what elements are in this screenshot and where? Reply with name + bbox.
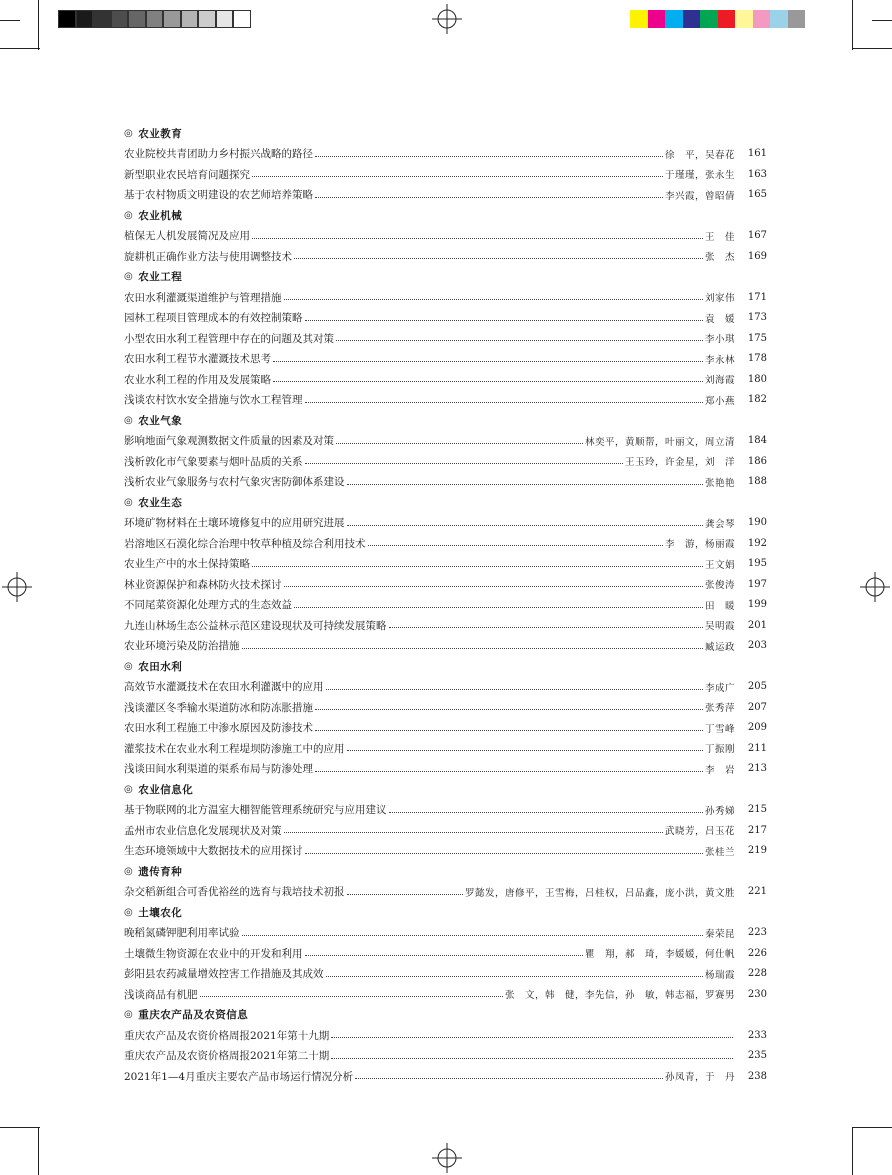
article-title: 园林工程项目管理成本的有效控制策略 (124, 312, 303, 325)
page-number: 165 (747, 189, 767, 201)
article-title: 九连山林场生态公益林示范区建设现状及可持续发展策略 (124, 619, 387, 632)
toc-entry[interactable] (124, 513, 767, 534)
article-authors: 李成广 (704, 682, 735, 694)
toc-entry[interactable] (124, 882, 767, 903)
toc-entry[interactable] (124, 964, 767, 985)
section-title: 农业工程 (138, 271, 183, 284)
color-swatch (630, 10, 648, 28)
color-calibration-bar (630, 10, 805, 28)
toc-entry[interactable] (124, 677, 767, 698)
section-bullet-icon: ◎ (124, 783, 134, 795)
dot-leader (252, 175, 663, 177)
section-heading (124, 410, 767, 431)
page-number: 215 (747, 804, 767, 816)
page-number: 190 (747, 517, 767, 529)
dot-leader (305, 401, 703, 403)
toc-entry[interactable] (124, 390, 767, 411)
crop-mark (852, 1127, 853, 1175)
section-title: 农业生态 (138, 496, 183, 509)
page-number: 213 (747, 763, 767, 775)
section-heading (124, 123, 767, 144)
dot-leader (273, 380, 703, 382)
article-title: 不同尾菜资源化处理方式的生态效益 (124, 599, 292, 612)
page-number: 203 (747, 640, 767, 652)
section-bullet-icon: ◎ (124, 414, 134, 426)
section-heading (124, 779, 767, 800)
grayscale-calibration-bar (58, 10, 251, 28)
color-swatch (753, 10, 771, 28)
article-authors: 武晓芳，吕玉花 (664, 826, 735, 838)
crop-mark (0, 20, 20, 21)
article-authors: 刘家伟 (704, 293, 735, 305)
page-number: 221 (747, 886, 767, 898)
article-authors: 李永林 (704, 354, 735, 366)
toc-entry[interactable] (124, 533, 767, 554)
dot-leader (326, 975, 703, 977)
page-number: 205 (747, 681, 767, 693)
dot-leader (336, 339, 703, 341)
page-number: 186 (747, 455, 767, 467)
article-authors: 龚会琴 (704, 518, 735, 530)
section-title: 重庆农产品及农资信息 (138, 1009, 249, 1022)
article-title: 孟州市农业信息化发展现状及对策 (124, 824, 282, 837)
dot-leader (355, 1077, 663, 1079)
color-swatch (216, 10, 234, 28)
section-bullet-icon: ◎ (124, 127, 134, 139)
dot-leader (284, 831, 663, 833)
registration-mark-icon (432, 1143, 462, 1173)
toc-entry[interactable] (124, 246, 767, 267)
color-swatch (735, 10, 753, 28)
article-title: 农田水利工程节水灌溉技术思考 (124, 353, 271, 366)
article-title: 重庆农产品及农资价格周报2021年第二十期 (124, 1050, 330, 1063)
article-title: 环境矿物材料在土壤环境修复中的应用研究进展 (124, 517, 345, 530)
toc-entry[interactable] (124, 287, 767, 308)
article-title: 浅谈灌区冬季输水渠道防冰和防冻胀措施 (124, 701, 313, 714)
page-number: 195 (747, 558, 767, 570)
section-title: 农田水利 (138, 660, 183, 673)
dot-leader (347, 749, 703, 751)
section-bullet-icon: ◎ (124, 865, 134, 877)
article-title: 旋耕机正确作业方法与使用调整技术 (124, 250, 292, 263)
page-number: 175 (747, 332, 767, 344)
dot-leader (336, 442, 583, 444)
section-title: 农业教育 (138, 127, 183, 140)
dot-leader (294, 606, 703, 608)
dot-leader (242, 647, 703, 649)
article-title: 影响地面气象观测数据文件质量的因素及对策 (124, 435, 334, 448)
article-title: 林业资源保护和森林防火技术探讨 (124, 578, 282, 591)
toc-entry[interactable] (124, 595, 767, 616)
article-title: 晚稻氮磷钾肥利用率试验 (124, 927, 240, 940)
dot-leader (305, 462, 623, 464)
toc-entry[interactable] (124, 738, 767, 759)
color-swatch (111, 10, 129, 28)
article-authors: 丁振刚 (704, 744, 735, 756)
dot-leader (347, 893, 463, 895)
article-title: 农业院校共青团助力乡村振兴战略的路径 (124, 148, 313, 161)
crop-mark (0, 48, 40, 49)
article-title: 基于物联网的北方温室大棚智能管理系统研究与应用建议 (124, 804, 387, 817)
page-number: 192 (747, 537, 767, 549)
article-title: 基于农村物质文明建设的农艺师培养策略 (124, 189, 313, 202)
page-number: 197 (747, 578, 767, 590)
article-authors: 于瑾瑾，张永生 (664, 170, 735, 182)
color-swatch (788, 10, 806, 28)
toc-entry[interactable] (124, 820, 767, 841)
page-number: 167 (747, 230, 767, 242)
section-heading (124, 492, 767, 513)
article-authors: 张秀萍 (704, 703, 735, 715)
page-number: 211 (747, 742, 767, 754)
dot-leader (315, 196, 663, 198)
page-number: 207 (747, 701, 767, 713)
toc-entry[interactable] (124, 328, 767, 349)
section-heading (124, 902, 767, 923)
article-title: 土壤微生物资源在农业中的开发和利用 (124, 947, 303, 960)
page-number: 163 (747, 168, 767, 180)
article-title: 浅析敦化市气象要素与烟叶品质的关系 (124, 455, 303, 468)
article-title: 杂交稻新组合可香优裕丝的选育与栽培技术初报 (124, 886, 345, 899)
page-number: 169 (747, 250, 767, 262)
article-authors: 丁雪峰 (704, 723, 735, 735)
article-title: 岩溶地区石漠化综合治理中牧草种植及综合利用技术 (124, 537, 366, 550)
article-authors: 张俊涛 (704, 580, 735, 592)
page-number: 182 (747, 394, 767, 406)
page-number: 238 (747, 1070, 767, 1082)
page-number: 235 (747, 1050, 767, 1062)
section-title: 农业信息化 (138, 783, 194, 796)
dot-leader (347, 483, 703, 485)
color-swatch (648, 10, 666, 28)
registration-mark-icon (860, 572, 890, 602)
toc-entry[interactable] (124, 369, 767, 390)
page-number: 233 (747, 1029, 767, 1041)
article-authors: 田 暖 (704, 600, 735, 612)
color-swatch (233, 10, 251, 28)
dot-leader (252, 237, 703, 239)
toc-entry[interactable] (124, 144, 767, 165)
toc-entry[interactable] (124, 800, 767, 821)
toc-entry[interactable] (124, 636, 767, 657)
crop-mark (852, 48, 892, 49)
section-heading (124, 1005, 767, 1026)
section-bullet-icon: ◎ (124, 209, 134, 221)
crop-mark (0, 1127, 40, 1128)
article-authors: 李 游，杨丽霞 (664, 539, 735, 551)
color-swatch (198, 10, 216, 28)
toc-entry[interactable] (124, 718, 767, 739)
dot-leader (200, 995, 503, 997)
color-swatch (76, 10, 94, 28)
article-authors: 张桂兰 (704, 846, 735, 858)
dot-leader (305, 852, 703, 854)
toc-entry[interactable] (124, 1025, 767, 1046)
article-title: 农业生产中的水土保持策略 (124, 558, 250, 571)
dot-leader (252, 565, 703, 567)
dot-leader (368, 544, 663, 546)
toc-entry[interactable] (124, 554, 767, 575)
article-title: 浅谈田间水利渠道的渠系布局与防渗处理 (124, 763, 313, 776)
toc-entry[interactable] (124, 1046, 767, 1067)
article-authors: 孙凤青，于 丹 (664, 1072, 735, 1084)
page-number: 178 (747, 353, 767, 365)
dot-leader (331, 1057, 733, 1059)
crop-mark (38, 20, 39, 50)
toc-entry[interactable] (124, 349, 767, 370)
toc-entry[interactable] (124, 226, 767, 247)
color-swatch (181, 10, 199, 28)
page-number: 223 (747, 927, 767, 939)
article-authors: 林奕平，黄顺帮，叶丽文，周立清 (584, 436, 735, 448)
crop-mark (872, 20, 892, 21)
article-authors: 袁 媛 (704, 313, 735, 325)
dot-leader (284, 585, 703, 587)
page-number: 171 (747, 291, 767, 303)
dot-leader (389, 626, 703, 628)
article-title: 农田水利灌溉渠道维护与管理措施 (124, 291, 282, 304)
section-title: 农业机械 (138, 209, 183, 222)
crop-mark (38, 0, 39, 22)
toc-entry[interactable] (124, 841, 767, 862)
article-authors: 徐 平，吴春花 (664, 149, 735, 161)
registration-mark-icon (432, 4, 462, 34)
dot-leader (242, 934, 703, 936)
page-number: 209 (747, 722, 767, 734)
article-authors: 李兴霞，曾昭倩 (664, 190, 735, 202)
article-authors: 臧运政 (704, 641, 735, 653)
dot-leader (326, 688, 703, 690)
article-authors: 瞿 翔，郝 琦，李媛媛，何仕帆 (584, 949, 735, 961)
page-number: 226 (747, 947, 767, 959)
dot-leader (389, 811, 703, 813)
article-authors: 李 岩 (704, 764, 735, 776)
article-authors: 王玉玲，许金星，刘 洋 (624, 457, 735, 469)
crop-mark (852, 1127, 892, 1128)
toc-entry[interactable] (124, 759, 767, 780)
toc-entry[interactable] (124, 164, 767, 185)
section-heading (124, 267, 767, 288)
toc-entry[interactable] (124, 984, 767, 1005)
dot-leader (294, 257, 703, 259)
color-swatch (770, 10, 788, 28)
toc-entry[interactable] (124, 185, 767, 206)
article-authors: 王文娟 (704, 559, 735, 571)
article-authors: 王 佳 (704, 231, 735, 243)
color-swatch (93, 10, 111, 28)
article-authors: 刘海霞 (704, 375, 735, 387)
toc-entry[interactable] (124, 472, 767, 493)
article-authors: 郑小燕 (704, 395, 735, 407)
section-title: 农业气象 (138, 414, 183, 427)
section-title: 遗传育种 (138, 865, 183, 878)
toc-entry[interactable] (124, 943, 767, 964)
color-swatch (128, 10, 146, 28)
article-title: 2021年1—4月重庆主要农产品市场运行情况分析 (124, 1070, 354, 1083)
color-swatch (146, 10, 164, 28)
article-title: 重庆农产品及农资价格周报2021年第十九期 (124, 1029, 330, 1042)
dot-leader (305, 319, 703, 321)
article-title: 小型农田水利工程管理中存在的问题及其对策 (124, 332, 334, 345)
article-title: 浅谈农村饮水安全措施与饮水工程管理 (124, 394, 303, 407)
article-title: 浅谈商品有机肥 (124, 988, 198, 1001)
page-number: 219 (747, 845, 767, 857)
article-authors: 张 杰 (704, 252, 735, 264)
toc-entry[interactable] (124, 923, 767, 944)
article-title: 生态环境领域中大数据技术的应用探讨 (124, 845, 303, 858)
color-swatch (700, 10, 718, 28)
section-bullet-icon: ◎ (124, 660, 134, 672)
section-bullet-icon: ◎ (124, 906, 134, 918)
color-swatch (58, 10, 76, 28)
article-authors: 李小琪 (704, 334, 735, 346)
article-title: 农田水利工程施工中渗水原因及防渗技术 (124, 722, 313, 735)
article-title: 浅析农业气象服务与农村气象灾害防御体系建设 (124, 476, 345, 489)
color-swatch (718, 10, 736, 28)
section-bullet-icon: ◎ (124, 496, 134, 508)
page-number: 228 (747, 968, 767, 980)
article-title: 新型职业农民培育问题探究 (124, 168, 250, 181)
page-number: 184 (747, 435, 767, 447)
dot-leader (331, 1036, 733, 1038)
section-heading (124, 861, 767, 882)
article-authors: 张艳艳 (704, 477, 735, 489)
article-authors: 秦荣昆 (704, 928, 735, 940)
toc-entry[interactable] (124, 451, 767, 472)
article-title: 高效节水灌溉技术在农田水利灌溉中的应用 (124, 681, 324, 694)
article-title: 植保无人机发展简况及应用 (124, 230, 250, 243)
crop-mark (38, 1127, 39, 1175)
page-number: 199 (747, 599, 767, 611)
toc-entry[interactable] (124, 308, 767, 329)
section-heading (124, 656, 767, 677)
dot-leader (315, 708, 703, 710)
table-of-contents (124, 123, 767, 1087)
registration-mark-icon (2, 572, 32, 602)
toc-entry[interactable] (124, 615, 767, 636)
article-title: 农业环境污染及防治措施 (124, 640, 240, 653)
toc-entry[interactable] (124, 431, 767, 452)
page-number: 230 (747, 988, 767, 1000)
article-title: 农业水利工程的作用及发展策略 (124, 373, 271, 386)
article-title: 灌浆技术在农业水利工程堤坝防渗施工中的应用 (124, 742, 345, 755)
article-authors: 罗懿发，唐修平，王雪梅，吕桂权，吕品鑫，庞小洪，黄文胜 (464, 887, 735, 899)
section-bullet-icon: ◎ (124, 271, 134, 283)
toc-entry[interactable] (124, 697, 767, 718)
dot-leader (284, 298, 703, 300)
section-heading (124, 205, 767, 226)
toc-entry[interactable] (124, 1066, 767, 1087)
page-number: 217 (747, 824, 767, 836)
article-authors: 孙秀娣 (704, 805, 735, 817)
section-bullet-icon: ◎ (124, 1009, 134, 1021)
crop-mark (852, 0, 853, 50)
page-number: 180 (747, 373, 767, 385)
dot-leader (347, 524, 703, 526)
dot-leader (315, 729, 703, 731)
page-number: 173 (747, 312, 767, 324)
page-number: 161 (747, 148, 767, 160)
dot-leader (273, 360, 703, 362)
color-swatch (163, 10, 181, 28)
toc-entry[interactable] (124, 574, 767, 595)
section-title: 土壤农化 (138, 906, 183, 919)
dot-leader (315, 770, 703, 772)
page-number: 188 (747, 476, 767, 488)
article-authors: 杨瑞霞 (704, 969, 735, 981)
article-title: 彭阳县农药减量增效控害工作措施及其成效 (124, 968, 324, 981)
article-authors: 吴明霞 (704, 621, 735, 633)
color-swatch (665, 10, 683, 28)
dot-leader (315, 155, 663, 157)
page-number: 201 (747, 619, 767, 631)
dot-leader (305, 954, 583, 956)
article-authors: 张 文，韩 健，李先信，孙 敏，韩志福，罗赛男 (504, 990, 735, 1002)
color-swatch (683, 10, 701, 28)
